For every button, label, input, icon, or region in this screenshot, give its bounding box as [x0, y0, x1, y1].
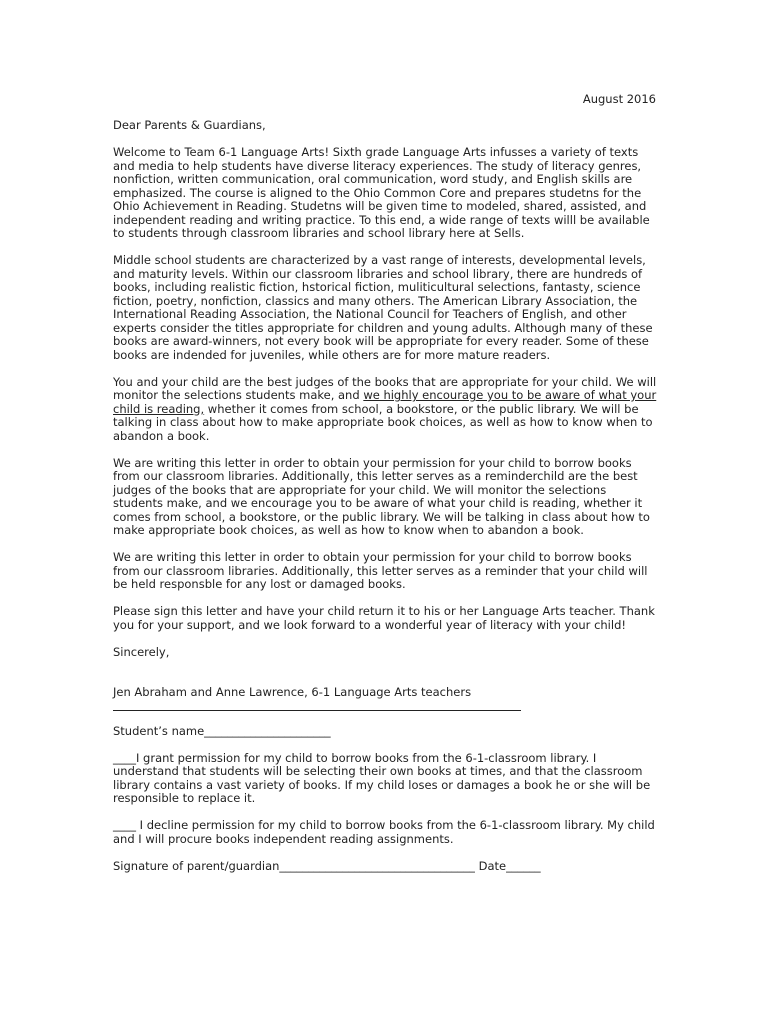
- divider-line: [113, 710, 521, 711]
- underlined-encouragement: we highly encourage you to be aware of what your child is reading,: [113, 388, 657, 416]
- student-name-field: Student’s name______________________: [113, 723, 331, 738]
- letter-body: [113, 119, 658, 887]
- teacher-signature: Jen Abraham and Anne Lawrence, 6-1 Language Arts teachers: [113, 685, 472, 699]
- paragraph-best-judges: [113, 376, 658, 444]
- letter-date: August 2016: [582, 92, 656, 106]
- decline-permission-option: ____ I decline permission for my child to borrow books from the 6-1-classroom library. My child and I will procure books independent reading assignments.: [113, 818, 655, 846]
- grant-permission-option: ____I grant permission for my child to borrow books from the 6-1-classroom library. I understand that students will be selecting their own books at times, and that the classroom library contains a vast variety of books. If my child loses or damages a book he or she will be responsible to replace it.: [113, 750, 651, 805]
- paragraph-best-judges-text-1: You and your child are the best judges of the books that are appropriate for your child. We will monitor the selections students make, and: [113, 374, 657, 402]
- closing: Sincerely,: [113, 644, 170, 659]
- paragraph-welcome: Welcome to Team 6-1 Language Arts! Sixth grade Language Arts infusses a variety of texts and media to help students have diverse literacy experiences. The study of literacy genres, nonfiction, written communication, oral communication, word study, and English skills are emphasized. The course is aligned to the Ohio Common Core and prepares studetns for the Ohio Achievement in Reading. Studetns will be given time to modeled, shared, assisted, and independent reading and writing practice. To this end, a wide range of texts willl be available to students through classroom libraries and school library here at Sells.: [113, 145, 650, 240]
- salutation: Dear Parents & Guardians,: [113, 118, 266, 132]
- parent-signature-line: Signature of parent/guardian__________________________________ Date______: [113, 858, 541, 873]
- paragraph-please-sign: Please sign this letter and have your child return it to his or her Language Arts teacher. Thank you for your support, and we look forward to a wonderful year of literacy with your child!: [113, 604, 655, 632]
- paragraph-best-judges-text-2: whether it comes from school, a bookstore, or the public library. We will be talking in class about how to make appropriate book choices, as well as how to know when to abandon a book.: [113, 401, 653, 443]
- paragraph-permission-1: We are writing this letter in order to obtain your permission for your child to borrow books from our classroom libraries. Additionally, this letter serves as a reminderchild are the best judges of the books that are appropriate for your child. We will monitor the selections students make, and we encourage you to be aware of what your child is reading, whether it comes from school, a bookstore, or the public library. We will be talking in class about how to make appropriate book choices, as well as how to know when to abandon a book.: [113, 455, 650, 537]
- paragraph-permission-2: We are writing this letter in order to obtain your permission for your child to borrow books from our classroom libraries. Additionally, this letter serves as a reminder that your child will be held responsble for any lost or damaged books.: [113, 550, 648, 591]
- paragraph-middle-school: Middle school students are characterized by a vast range of interests, developmental levels, and maturity levels. Within our classroom libraries and school library, there are hundreds of books, including realistic fiction, hstorical fiction, muliticultural selections, fantasty, science fiction, poetry, nonfiction, classics and many others. The American Library Association, the International Reading Association, the National Council for Teachers of English, and other experts consider the titles appropriate for children and young adults. Although many of these books are award-winners, not every book will be appropriate for every reader. Some of these books are indended for juveniles, while others are for more mature readers.: [113, 253, 653, 362]
